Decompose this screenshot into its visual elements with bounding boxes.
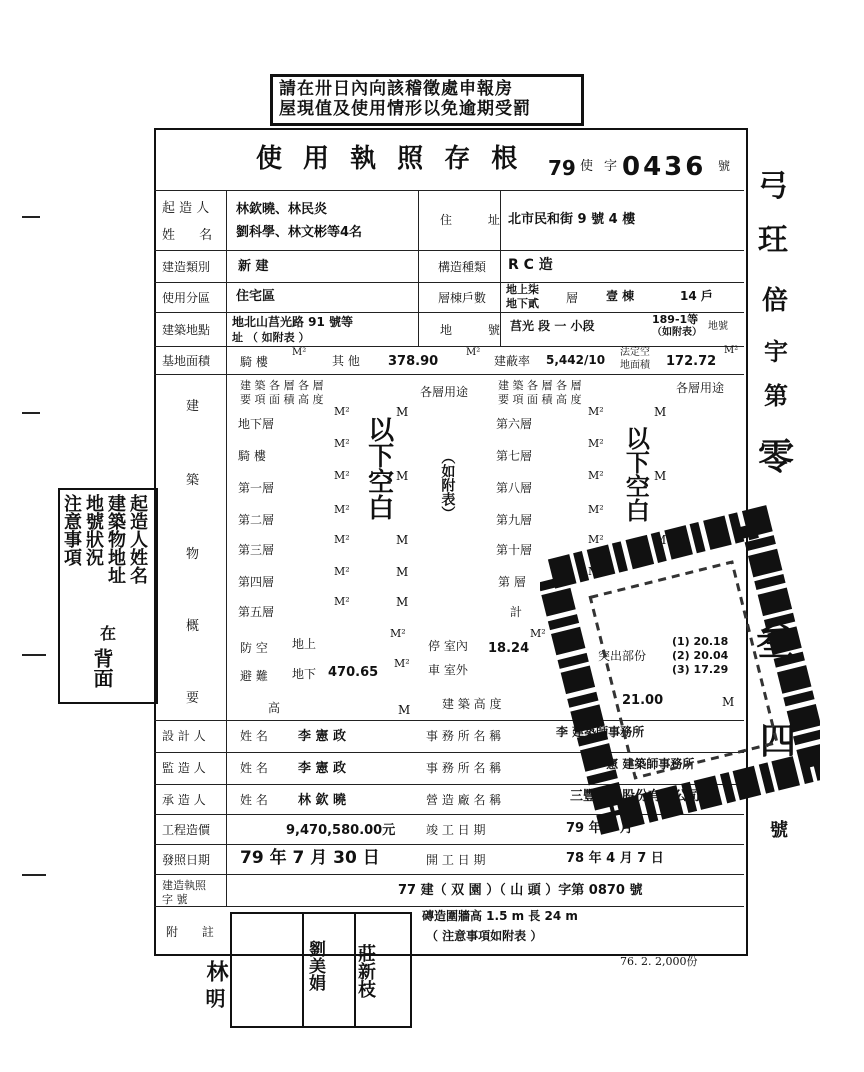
hw-char: 叁: [756, 619, 796, 665]
hw-char: 第: [764, 382, 788, 410]
permit-label-1: 建造執照: [162, 879, 206, 892]
remarks-1: 磚造圍牆高 1.5 m 長 24 m: [422, 909, 578, 923]
start-label: 開 工 日 期: [426, 853, 486, 867]
floor-left: 第五層: [238, 605, 275, 619]
zone-label: 使用分區: [162, 291, 211, 305]
floor-left: 第四層: [238, 575, 275, 589]
shelter-height: 高: [268, 701, 281, 715]
shelter-above: 地上: [292, 637, 317, 651]
supervisor-office: 李 憲 建築師事務所: [590, 757, 695, 771]
lot-suffix: 地號: [708, 321, 728, 332]
unit-m2: M²: [334, 533, 350, 546]
tax-notice-line-1: 請在卅日內向該稽徵處申報房: [279, 79, 513, 99]
unit-m2: M²: [334, 503, 350, 516]
signoff-name-1: 林: [203, 960, 228, 982]
coverage-label: 建蔽率: [494, 354, 531, 368]
unit-m: M: [396, 565, 409, 579]
shelter-label: 防 空: [240, 641, 268, 655]
unit-m: M: [654, 469, 667, 483]
rule: [154, 906, 744, 907]
signoff-box-1: [230, 912, 304, 1028]
hw-char: 弓: [758, 169, 788, 204]
shelter-height-unit: M: [398, 703, 411, 717]
height-unit: M: [722, 695, 735, 709]
unit-m2: M²: [588, 405, 604, 418]
lot-number: 189-1等: [652, 313, 699, 326]
notice-col-3: 建築物地址: [105, 494, 126, 584]
side-char: 建: [186, 399, 200, 414]
contractor-name: 林 欽 曉: [298, 793, 347, 808]
unit-m2: M²: [588, 565, 604, 578]
rule: [154, 346, 744, 347]
rule: [154, 874, 744, 875]
shelter-unit-1: M²: [390, 627, 406, 640]
height-value: 21.00: [622, 693, 664, 708]
struct-label: 構造種類: [438, 260, 487, 274]
shelter-value: 470.65: [328, 665, 379, 680]
designer-office: 李 建築師事務所: [556, 725, 645, 739]
margin-mark: [22, 412, 40, 414]
legal-unit: M²: [724, 345, 739, 356]
permit-value: 77 建（ 双 園 ）（ 山 頭 ）字第 0870 號: [398, 883, 643, 898]
floors-label: 層棟戶數: [438, 291, 487, 305]
site-label: 建築地點: [162, 323, 211, 337]
floors-unit: 層: [566, 291, 579, 305]
unit-m2: M²: [334, 437, 350, 450]
designer-name-label: 姓 名: [240, 729, 268, 743]
official-seal: [540, 486, 820, 866]
col-header-2: 要 項 面 積 高 度: [240, 393, 324, 406]
unit-m: M: [654, 405, 667, 419]
supervisor-name: 李 憲 政: [298, 761, 347, 776]
issue-value: 79 年 7 月 30 日: [240, 848, 380, 868]
legal-label-2: 地面積: [620, 360, 650, 371]
contractor-name-label: 姓 名: [240, 793, 268, 807]
contractor-label: 承 造 人: [162, 793, 206, 807]
parking-unit: M²: [530, 627, 546, 640]
build-type-label: 建造類別: [162, 260, 211, 274]
designer-office-label: 事 務 所 名 稱: [426, 729, 502, 743]
address-label: 住 址: [440, 213, 516, 227]
parking-label-1: 停 室內: [428, 639, 468, 653]
applicant-label-1: 起 造 人: [162, 201, 210, 216]
form-title: 使 用 執 照 存 根: [256, 144, 524, 174]
hw-char: 玨: [758, 223, 788, 258]
side-char: 築: [186, 473, 200, 488]
outlay-label: 突出部份: [598, 649, 647, 663]
margin-mark: [22, 654, 46, 656]
floor-right: 第八層: [496, 481, 533, 495]
address-value: 北市民和街 9 號 4 樓: [508, 212, 636, 227]
floor-right: 第六層: [496, 417, 533, 431]
area-annex: 騎 樓: [240, 355, 268, 369]
hw-char: 零: [758, 437, 795, 478]
permit-char-2: 字: [604, 159, 618, 174]
notice-note-1: 在: [100, 624, 117, 643]
tax-notice-line-2: 屋現值及使用情形以免逾期受罰: [279, 99, 531, 119]
supervisor-label: 監 造 人: [162, 761, 206, 775]
notice-col-2: 地號狀況: [83, 494, 104, 566]
outlay-2: (2) 20.04: [672, 649, 729, 662]
hw-char: 四: [760, 721, 797, 762]
form-footer: 76. 2. 2,000份: [620, 955, 698, 968]
unit-m2: M²: [588, 437, 604, 450]
shelter-below: 地下: [292, 667, 317, 681]
hw-char: 宇: [764, 338, 788, 366]
zone-value: 住宅區: [236, 289, 276, 304]
floor-right: 第七層: [496, 449, 533, 463]
start-value: 78 年 4 月 7 日: [566, 851, 664, 866]
col-header-right-2: 要 項 面 積 高 度: [498, 393, 582, 406]
col-header-use-right: 各層用途: [676, 381, 725, 395]
notice-col-4: 起造人姓名: [127, 494, 148, 584]
signoff-name-2: 明: [202, 988, 226, 1008]
notice-note-2: 背面: [90, 648, 114, 688]
area-unit-1: M²: [292, 347, 307, 358]
floor-right: 計: [510, 605, 523, 619]
unit-m2: M²: [334, 469, 350, 482]
unit-m2: M²: [334, 595, 350, 608]
area-value: 378.90: [388, 354, 439, 369]
finish-label: 竣 工 日 期: [426, 823, 486, 837]
side-char: 物: [186, 547, 200, 562]
area-label: 基地面積: [162, 354, 211, 368]
lot-label: 地 號: [440, 323, 516, 337]
see-annex-note: （如附表）: [439, 450, 456, 520]
unit-m: M: [654, 533, 667, 547]
hw-char: 倍: [762, 286, 789, 316]
notice-col-1: 注意事項: [61, 494, 82, 566]
rule: [226, 190, 227, 906]
floor-left: 第三層: [238, 543, 275, 557]
floor-left: 第一層: [238, 481, 275, 495]
unit-m: M: [396, 533, 409, 547]
supervisor-name-label: 姓 名: [240, 761, 268, 775]
site-value-2: 址 （ 如附表 ）: [232, 331, 310, 344]
supervisor-office-label: 事 務 所 名 稱: [426, 761, 502, 775]
col-header-1: 建 築 各 層 各 層: [240, 379, 324, 392]
tax-notice-stamp: [270, 74, 584, 126]
side-char: 要: [186, 691, 200, 706]
build-type-value: 新 建: [238, 259, 269, 274]
struct-value: R C 造: [508, 257, 553, 273]
designer-name: 李 憲 政: [298, 729, 347, 744]
legal-label-1: 法定空: [620, 347, 650, 358]
cost-label: 工程造價: [162, 823, 211, 837]
floors-below: 地下貳: [506, 297, 539, 310]
rule: [154, 282, 744, 283]
margin-mark: [22, 874, 46, 876]
applicant-name-1: 林欽曉、林民炎: [236, 202, 328, 217]
permit-serial: 0436: [622, 152, 707, 182]
legal-value: 172.72: [666, 354, 717, 369]
factory-label: 營 造 廠 名 稱: [426, 793, 502, 807]
floor-left: 地下層: [238, 417, 275, 431]
side-char: 概: [186, 619, 200, 634]
permit-label-2: 字 號: [162, 893, 188, 906]
designer-label: 設 計 人: [162, 729, 206, 743]
factory-value: 三豐工程股份有限公司: [570, 789, 701, 804]
rule: [418, 190, 419, 346]
rule: [154, 374, 744, 375]
col-header-use: 各層用途: [420, 385, 469, 399]
unit-m2: M²: [334, 565, 350, 578]
remarks-label: 附 註: [166, 925, 224, 939]
floors-units: 14 戶: [680, 289, 713, 303]
applicant-name-2: 劉科學、林文彬等4名: [236, 225, 363, 240]
remarks-2: （ 注意事項如附表 ）: [426, 929, 543, 943]
outlay-3: (3) 17.29: [672, 663, 729, 676]
permit-year: 79: [548, 156, 576, 180]
unit-m2: M²: [588, 503, 604, 516]
cost-value: 9,470,580.00元: [286, 823, 396, 838]
floor-left: 騎 樓: [238, 449, 266, 463]
rule: [154, 190, 744, 191]
unit-m: M: [396, 405, 409, 419]
floors-above: 地上柒: [506, 283, 539, 296]
parking-value: 18.24: [488, 641, 530, 656]
applicant-label-2: 姓 名: [162, 228, 223, 243]
outlay-1: (1) 20.18: [672, 635, 729, 648]
height-label: 建 築 高 度: [442, 697, 502, 711]
unit-m2: M²: [334, 405, 350, 418]
area-other: 其 他: [332, 354, 360, 368]
signoff-name-3: 劉美娟: [305, 940, 325, 991]
issue-label: 發照日期: [162, 853, 211, 867]
blank-left-note: 以下空白: [363, 416, 394, 520]
area-unit-2: M²: [466, 347, 481, 358]
floors-bldg: 壹 棟: [606, 289, 635, 303]
lot-value: 莒光 段 一 小段: [510, 319, 595, 333]
lot-note: （如附表）: [652, 327, 702, 338]
hw-char: 號: [770, 820, 788, 841]
col-header-right-1: 建 築 各 層 各 層: [498, 379, 582, 392]
signoff-name-4: 莊新枝: [355, 944, 376, 998]
unit-m2: M²: [588, 533, 604, 546]
shelter-unit-2: M²: [394, 657, 410, 670]
unit-m: M: [396, 469, 409, 483]
permit-char-1: 使: [580, 159, 594, 174]
rule: [154, 250, 744, 251]
unit-m: M: [396, 595, 409, 609]
blank-right-note: 以下空白: [621, 426, 650, 522]
site-value-1: 地北山莒光路 91 號等: [232, 315, 354, 329]
floor-right: 第 層: [498, 575, 526, 589]
margin-mark: [22, 216, 40, 218]
shelter-side: 避 難: [240, 669, 268, 683]
floor-left: 第二層: [238, 513, 275, 527]
parking-label-2: 車 室外: [428, 663, 468, 677]
unit-m2: M²: [588, 469, 604, 482]
floor-right: 第十層: [496, 543, 533, 557]
finish-value: 79 年 5 月: [566, 821, 633, 836]
coverage-value: 5,442/10: [546, 353, 606, 367]
permit-suffix: 號: [718, 159, 731, 173]
floor-right: 第九層: [496, 513, 533, 527]
